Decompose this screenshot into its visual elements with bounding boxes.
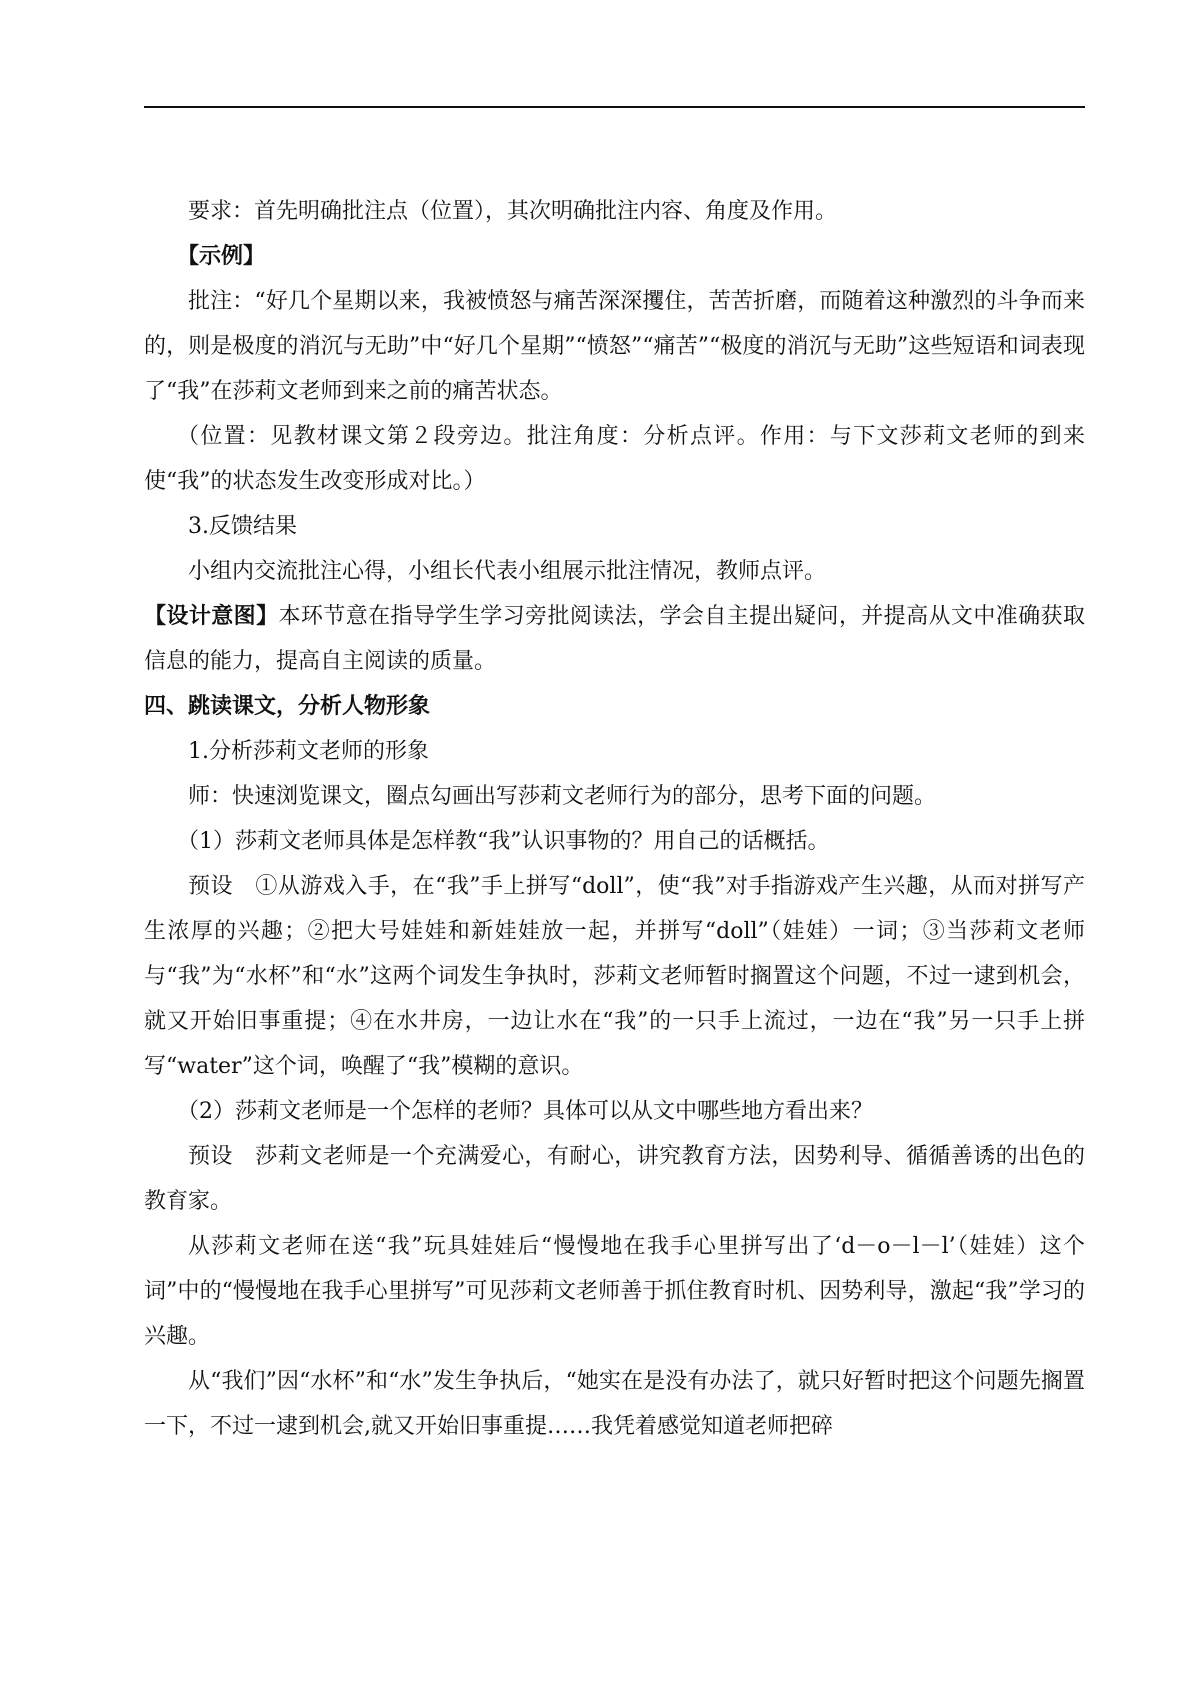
annotation-note-paragraph: （位置：见教材课文第２段旁边。批注角度：分析点评。作用：与下文莎莉文老师的到来使“我”的状态发生改变形成对比。） — [144, 424, 1085, 494]
answer-two-paragraph: 预设 莎莉文老师是一个充满爱心，有耐心，讲究教育方法，因势利导、循循善诱的出色的教育家。 — [144, 1144, 1085, 1214]
requirement-paragraph: 要求：首先明确批注点（位置），其次明确批注内容、角度及作用。 — [188, 199, 838, 224]
feedback-heading: 3.反馈结果 — [188, 514, 297, 539]
design-intent-text: 本环节意在指导学生学习旁批阅读法，学会自主提出疑问，并提高从文中准确获取信息的能力，提高自主阅读的质量。 — [144, 604, 1085, 674]
example-heading: 【示例】 — [177, 243, 266, 269]
feedback-paragraph: 小组内交流批注心得，小组长代表小组展示批注情况，教师点评。 — [188, 559, 827, 584]
question-two: （2）莎莉文老师是一个怎样的老师？具体可以从文中哪些地方看出来？ — [177, 1099, 873, 1124]
teacher-instruction-paragraph: 师：快速浏览课文，圈点勾画出写莎莉文老师行为的部分，思考下面的问题。 — [188, 784, 937, 809]
question-one: （1）莎莉文老师具体是怎样教“我”认识事物的？用自己的话概括。 — [177, 829, 830, 854]
annotation-paragraph: 批注：“好几个星期以来，我被愤怒与痛苦深深攫住，苦苦折磨，而随着这种激烈的斗争而来的，则是极度的消沉与无助”中“好几个星期”“愤怒”“痛苦”“极度的消沉与无助”这些短语和词表现了“我”在莎莉文老师到来之前的痛苦状态。 — [144, 289, 1085, 404]
answer-one-paragraph: 预设 ①从游戏入手，在“我”手上拼写“doll”，使“我”对手指游戏产生兴趣，从而对拼写产生浓厚的兴趣；②把大号娃娃和新娃娃放一起，并拼写“doll”（娃娃）一词；③当莎莉文老师与“我”为“水杯”和“水”这两个词发生争执时，莎莉文老师暂时搁置这个问题，不过一逮到机会，就又开始旧事重提；④在水井房，一边让水在“我”的一只手上流过，一边在“我”另一只手上拼写“water”这个词，唤醒了“我”模糊的意识。 — [144, 874, 1085, 1079]
design-intent-label: 【设计意图】 — [144, 603, 279, 629]
header-rule — [144, 106, 1085, 108]
document-body — [144, 189, 1085, 1449]
analysis-paragraph-two: 从“我们”因“水杯”和“水”发生争执后，“她实在是没有办法了，就只好暂时把这个问题先搁置一下，不过一逮到机会,就又开始旧事重提……我凭着感觉知道老师把碎 — [144, 1369, 1085, 1439]
subsection-heading: 1.分析莎莉文老师的形象 — [188, 739, 429, 764]
analysis-paragraph-one: 从莎莉文老师在送“我”玩具娃娃后“慢慢地在我手心里拼写出了‘d－o－l－l’（娃娃）这个词”中的“慢慢地在我手心里拼写”可见莎莉文老师善于抓住教育时机、因势利导，激起“我”学习的兴趣。 — [144, 1234, 1085, 1349]
design-intent-paragraph — [144, 594, 1085, 684]
section-four-heading: 四、跳读课文，分析人物形象 — [144, 694, 431, 719]
